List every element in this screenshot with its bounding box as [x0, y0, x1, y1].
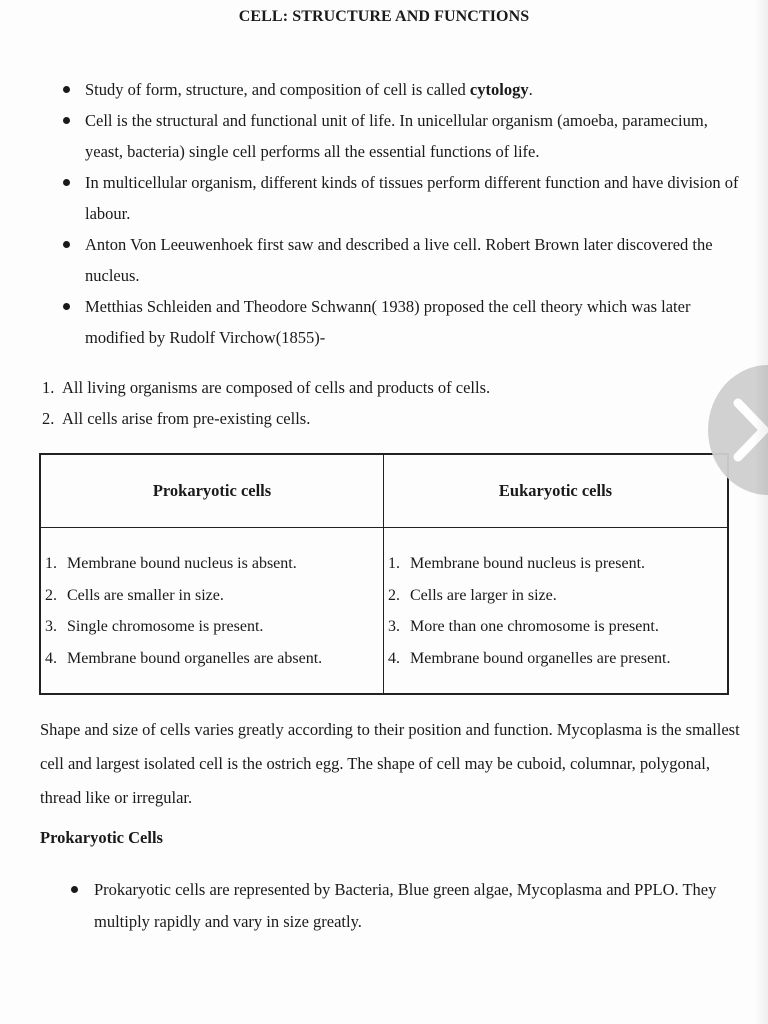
- section-heading: Prokaryotic Cells: [40, 828, 163, 847]
- bullet-item: Study of form, structure, and composition of cell is called cytology.: [60, 74, 740, 105]
- bullet-item: Anton Von Leeuwenhoek first saw and described a live cell. Robert Brown later discovered the nucleus.: [60, 229, 740, 291]
- prokaryotic-cell: [40, 528, 384, 695]
- table-list-item: 1. Membrane bound nucleus is present.: [388, 555, 646, 572]
- bullet-dot-icon: [63, 179, 70, 186]
- table-list-item: 3. Single chromosome is present.: [45, 618, 264, 635]
- bullet-dot-icon: [63, 117, 70, 124]
- bullet-item: In multicellular organism, different kinds of tissues perform different function and have division of labour.: [60, 167, 740, 229]
- bullet-dot-icon: [63, 241, 70, 248]
- bullet-item: Cell is the structural and functional unit of life. In unicellular organism (amoeba, paramecium, yeast, bacteria) single cell performs all the essential functions of life.: [60, 105, 740, 167]
- table-list-item: 2. Cells are smaller in size.: [45, 586, 224, 604]
- table-list-item: 3. More than one chromosome is present.: [388, 618, 659, 635]
- bullet-dot-icon: [63, 86, 70, 93]
- table-list-item: 1. Membrane bound nucleus is absent.: [45, 555, 297, 572]
- table-list-item: 2. Cells are larger in size.: [388, 586, 557, 604]
- list-item: 1. All living organisms are composed of cells and products of cells.: [42, 378, 491, 397]
- table-list-item: 4. Membrane bound organelles are present.: [388, 649, 671, 667]
- bullet-item: Prokaryotic cells are represented by Bacteria, Blue green algae, Mycoplasma and PPLO. They multiply rapidly and vary in size greatly.: [68, 874, 728, 938]
- intro-bullet-list: [60, 74, 740, 353]
- table-row: [40, 528, 728, 695]
- header-eukaryotic: Eukaryotic cells: [384, 454, 729, 528]
- header-prokaryotic: Prokaryotic cells: [40, 454, 384, 528]
- bullet-dot-icon: [71, 886, 78, 893]
- table-list-item: 4. Membrane bound organelles are absent.: [45, 649, 323, 667]
- table-header-row: [40, 454, 728, 528]
- prokaryotic-bullet-list: [68, 874, 728, 938]
- bullet-item: Metthias Schleiden and Theodore Schwann( 1938) proposed the cell theory which was later modified by Rudolf Virchow(1855)-: [60, 291, 740, 353]
- bold-term: cytology: [469, 80, 529, 99]
- shape-size-paragraph: Shape and size of cells varies greatly according to their position and function. Mycoplasma is the smallest cell and largest isolated cell is the ostrich egg. The shape of cell may be cuboid, columnar, polygonal, thread like or irregular.: [40, 720, 740, 807]
- comparison-table: [39, 453, 729, 695]
- page-title: CELL: STRUCTURE AND FUNCTIONS: [238, 8, 530, 25]
- eukaryotic-cell: [384, 528, 729, 695]
- cell-theory-list: [42, 372, 490, 434]
- page-edge-shadow: [754, 0, 768, 1024]
- bullet-dot-icon: [63, 303, 70, 310]
- list-item: 2. All cells arise from pre-existing cells.: [42, 409, 311, 428]
